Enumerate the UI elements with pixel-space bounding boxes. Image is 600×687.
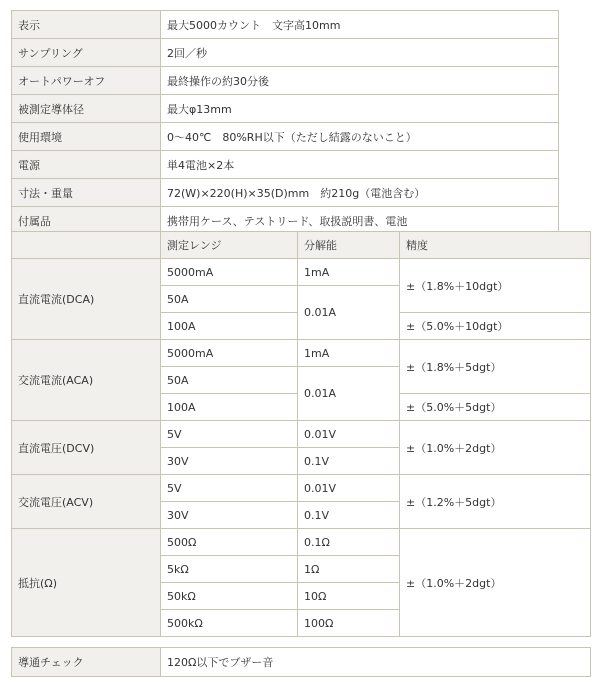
header-resolution: 分解能 <box>298 232 400 259</box>
spec-label: 使用環境 <box>12 123 161 151</box>
spec-value: 最大φ13mm <box>161 95 559 123</box>
spec-value: 0～40℃ 80%RH以下（ただし結露のないこと） <box>161 123 559 151</box>
resolution-cell: 10Ω <box>298 583 400 610</box>
range-cell: 500kΩ <box>161 610 298 637</box>
resolution-cell: 1Ω <box>298 556 400 583</box>
dcv-label: 直流電圧(DCV) <box>12 421 161 475</box>
spec-value: 単4電池×2本 <box>161 151 559 179</box>
range-cell: 100A <box>161 313 298 340</box>
spec-label: サンプリング <box>12 39 161 67</box>
acv-label: 交流電圧(ACV) <box>12 475 161 529</box>
spec-label: 電源 <box>12 151 161 179</box>
spec-value: 最終操作の約30分後 <box>161 67 559 95</box>
accuracy-cell: ±（5.0%＋10dgt） <box>400 313 591 340</box>
continuity-label: 導通チェック <box>12 648 161 677</box>
resolution-cell: 0.1V <box>298 502 400 529</box>
spec-value: 72(W)×220(H)×35(D)mm 約210g（電池含む） <box>161 179 559 207</box>
continuity-row <box>12 648 591 677</box>
resolution-cell: 0.1V <box>298 448 400 475</box>
resolution-cell: 0.01A <box>298 367 400 421</box>
range-cell: 5000mA <box>161 259 298 286</box>
range-cell: 50A <box>161 286 298 313</box>
resolution-cell: 0.01V <box>298 475 400 502</box>
spec-row-dimensions <box>12 179 559 207</box>
header-range: 測定レンジ <box>161 232 298 259</box>
spec-value: 携帯用ケース、テストリード、取扱説明書、電池 <box>161 207 559 235</box>
accuracy-cell: ±（1.0%＋2dgt） <box>400 529 591 637</box>
dcv-row <box>12 421 591 448</box>
spec-row-environment <box>12 123 559 151</box>
resolution-cell: 0.01V <box>298 421 400 448</box>
range-cell: 30V <box>161 502 298 529</box>
continuity-table <box>11 647 591 677</box>
spec-value: 最大5000カウント 文字高10mm <box>161 11 559 39</box>
spec-row-conductor-diameter <box>12 95 559 123</box>
spec-row-display <box>12 11 559 39</box>
resolution-cell: 1mA <box>298 259 400 286</box>
range-cell: 50kΩ <box>161 583 298 610</box>
accuracy-cell: ±（5.0%＋5dgt） <box>400 394 591 421</box>
resistance-row <box>12 529 591 556</box>
range-cell: 50A <box>161 367 298 394</box>
range-cell: 5000mA <box>161 340 298 367</box>
spec-label: 表示 <box>12 11 161 39</box>
dca-row <box>12 259 591 286</box>
aca-row <box>12 340 591 367</box>
range-cell: 100A <box>161 394 298 421</box>
spec-label: オートパワーオフ <box>12 67 161 95</box>
measurement-table <box>11 231 591 637</box>
spec-label: 被測定導体径 <box>12 95 161 123</box>
resistance-label: 抵抗(Ω) <box>12 529 161 637</box>
spec-row-sampling <box>12 39 559 67</box>
resolution-cell: 0.01A <box>298 286 400 340</box>
measurement-header-row <box>12 232 591 259</box>
continuity-value: 120Ω以下でブザー音 <box>161 648 591 677</box>
header-accuracy: 精度 <box>400 232 591 259</box>
resolution-cell: 100Ω <box>298 610 400 637</box>
resolution-cell: 0.1Ω <box>298 529 400 556</box>
accuracy-cell: ±（1.8%＋10dgt） <box>400 259 591 313</box>
accuracy-cell: ±（1.0%＋2dgt） <box>400 421 591 475</box>
range-cell: 5V <box>161 475 298 502</box>
spec-row-power <box>12 151 559 179</box>
aca-label: 交流電流(ACA) <box>12 340 161 421</box>
dca-label: 直流電流(DCA) <box>12 259 161 340</box>
accuracy-cell: ±（1.2%＋5dgt） <box>400 475 591 529</box>
basic-spec-table <box>11 10 559 235</box>
header-blank <box>12 232 161 259</box>
range-cell: 5kΩ <box>161 556 298 583</box>
spec-label: 寸法・重量 <box>12 179 161 207</box>
accuracy-cell: ±（1.8%＋5dgt） <box>400 340 591 394</box>
spec-value: 2回／秒 <box>161 39 559 67</box>
acv-row <box>12 475 591 502</box>
spec-row-auto-power-off <box>12 67 559 95</box>
resolution-cell: 1mA <box>298 340 400 367</box>
spec-label: 付属品 <box>12 207 161 235</box>
range-cell: 500Ω <box>161 529 298 556</box>
range-cell: 30V <box>161 448 298 475</box>
range-cell: 5V <box>161 421 298 448</box>
